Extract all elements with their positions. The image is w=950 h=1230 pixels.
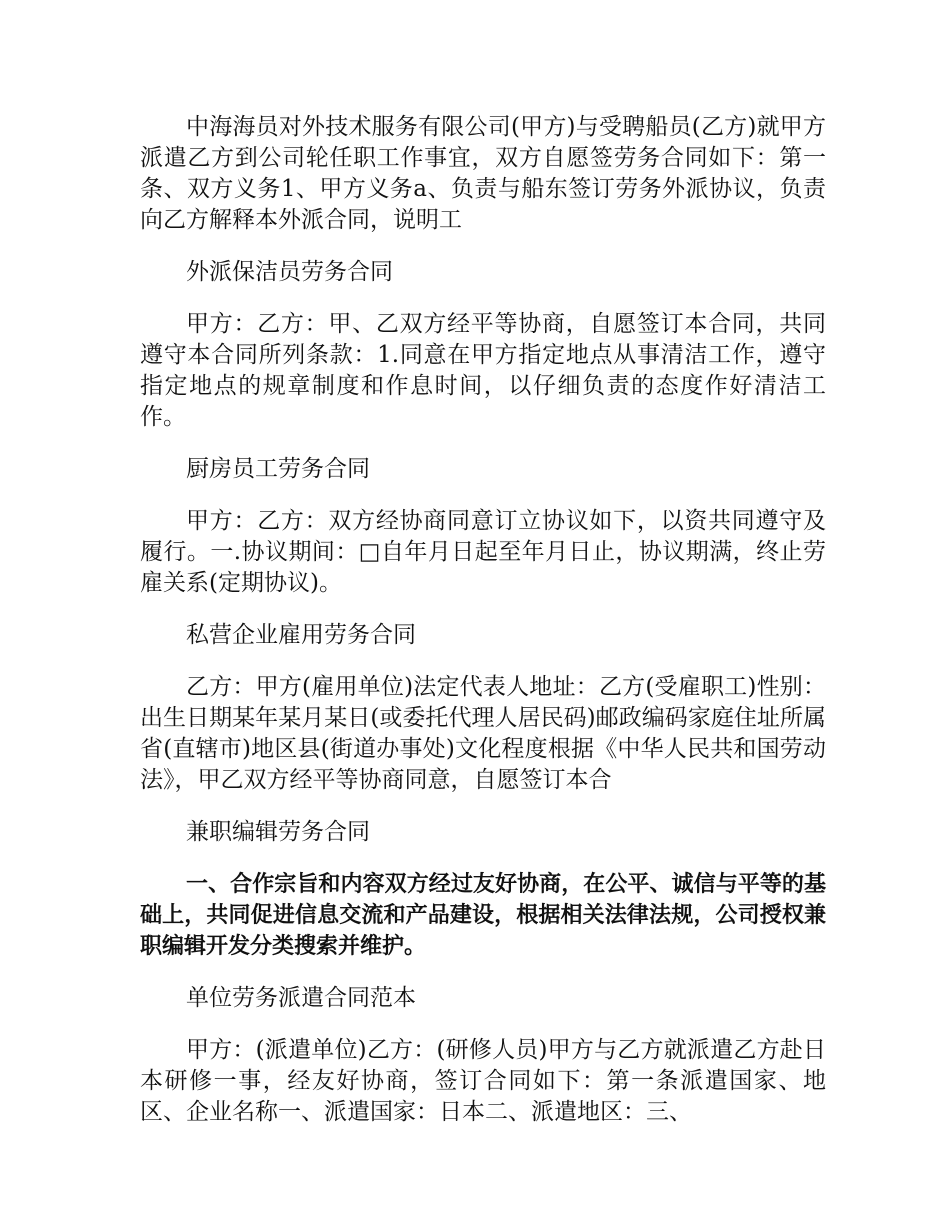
heading-private-enterprise-contract: 私营企业雇用劳务合同 (186, 622, 416, 648)
paragraph-private-enterprise-contract: 乙方：甲方(雇用单位)法定代表人地址：乙方(受雇职工)性别：出生日期某年某月某日(或委托代理人居民码)邮政编码家庭住址所属省(直辖市)地区县(街道办事处)文化程度根据《中华人民共和国劳动法》，甲乙双方经平等协商同意，自愿签订本合 (140, 674, 826, 793)
document-page (140, 112, 826, 1149)
paragraph-part-time-editor-contract: 一、合作宗旨和内容双方经过友好协商，在公平、诚信与平等的基础上，共同促进信息交流和产品建设，根据相关法律法规，公司授权兼职编辑开发分类搜索并维护。 (140, 872, 826, 959)
paragraph-cleaner-contract: 甲方：乙方：甲、乙双方经平等协商，自愿签订本合同，共同遵守本合同所列条款：1.同意在甲方指定地点从事清洁工作，遵守指定地点的规章制度和作息时间，以仔细负责的态度作好清洁工作。 (140, 311, 826, 430)
paragraph-kitchen-staff-contract: 甲方：乙方：双方经协商同意订立协议如下，以资共同遵守及履行。一.协议期间：□自年月日起至年月日止，协议期满，终止劳雇关系(定期协议)。 (140, 508, 826, 596)
heading-cleaner-contract: 外派保洁员劳务合同 (186, 259, 393, 285)
paragraph-dispatch-contract-template: 甲方：(派遣单位)乙方：(研修人员)甲方与乙方就派遣乙方赴日本研修一事，经友好协商，签订合同如下：第一条派遣国家、地区、企业名称一、派遣国家：日本二、派遣地区：三、 (140, 1037, 826, 1125)
heading-part-time-editor-contract: 兼职编辑劳务合同 (186, 819, 370, 845)
heading-kitchen-staff-contract: 厨房员工劳务合同 (186, 456, 370, 482)
paragraph-intro-seafarer-contract: 中海海员对外技术服务有限公司(甲方)与受聘船员(乙方)就甲方派遣乙方到公司轮任职工作事宜，双方自愿签劳务合同如下：第一条、双方义务1、甲方义务a、负责与船东签订劳务外派协议，负责向乙方解释本外派合同，说明工 (140, 114, 826, 233)
heading-dispatch-contract-template: 单位劳务派遣合同范本 (186, 985, 416, 1011)
